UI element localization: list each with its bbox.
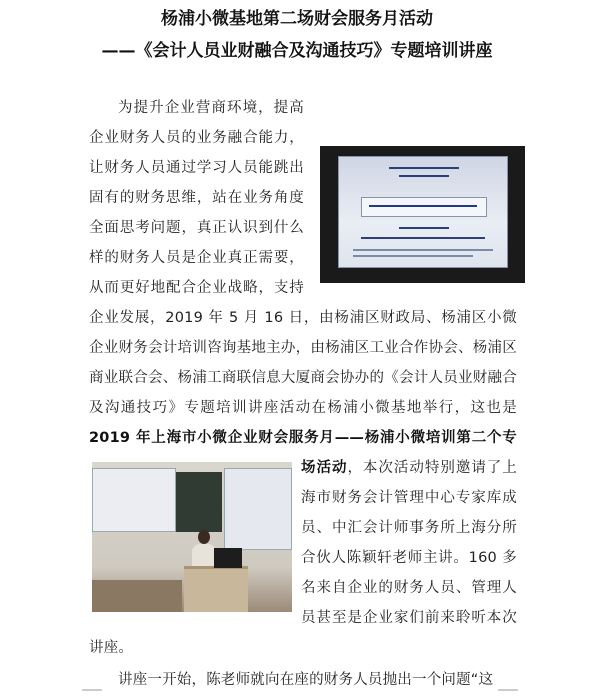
corner-mark-left <box>82 689 102 691</box>
photo2-spacer <box>89 463 291 616</box>
article-subtitle: ——《会计人员业财融合及沟通技巧》专题培训讲座 <box>101 41 493 61</box>
paragraph-1-tail: ，本次活动特别邀请了上海市财务会计管理中心专家库成员、中汇会计师事务所上海分所合伙人陈颖轩老师主讲。160 多名来自企业的财务人员、管理人员甚至是企业家们前来聆听本次讲座。 <box>89 460 517 656</box>
paragraph-1 <box>89 93 517 663</box>
photo1-spacer <box>312 143 517 278</box>
paragraph-1-bold: 2019 年上海市小微企业财会服务月——杨浦小微培训第二个专场活动 <box>89 430 517 476</box>
paragraph-2: 讲座一开始，陈老师就向在座的财务人员抛出一个问题“这 <box>118 672 494 688</box>
article-title: 杨浦小微基地第二场财会服务月活动 <box>161 9 433 29</box>
article-body <box>89 93 517 695</box>
corner-mark-right <box>498 689 518 691</box>
paragraph-1-text: 为提升企业营商环境，提高企业财务人员的业务融合能力，让财务人员通过学习人员能跳出固有的财务思维，站在业务角度全面思考问题，真正认识到什么样的财务人员是企业真正需要，从而更好地配合企业战略，支持企业发展，2019 年 5 月 16 日，由杨浦区财政局、杨浦区小微企业财务会计培训咨询基地主办，由杨浦区工业合作协会、杨浦区商业联合会、杨浦工商联信息大厦商会协办的《会计人员业财融合及沟通技巧》专题培训讲座活动在杨浦小微基地举行，这也是 <box>89 100 517 416</box>
